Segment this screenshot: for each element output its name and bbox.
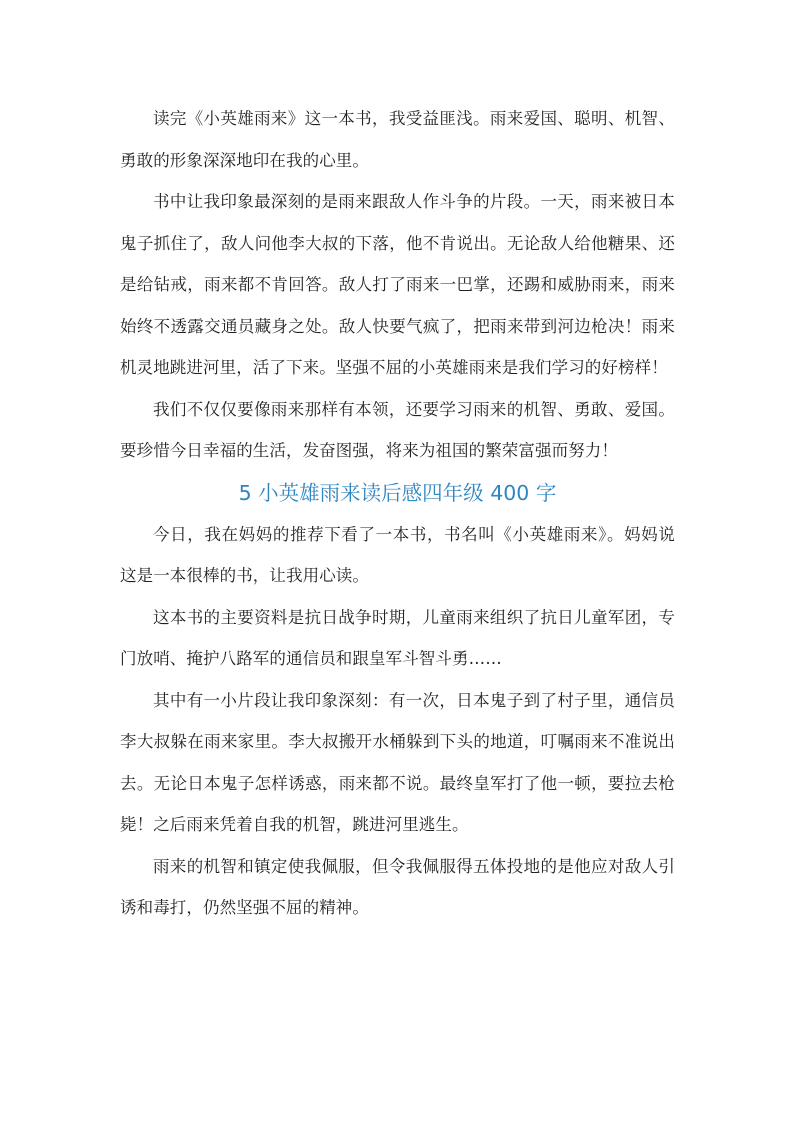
paragraph-memorable-scene: 书中让我印象最深刻的是雨来跟敌人作斗争的片段。一天，雨来被日本鬼子抓住了，敌人问他李大叔的下落，他不肯说出。无论敌人给他糖果、还是给钻戒，雨来都不肯回答。敌人打了雨来一巴掌，还踢和威胁雨来，雨来始终不透露交通员藏身之处。敌人快要气疯了，把雨来带到河边枪决！雨来机灵地跳进河里，活了下来。坚强不屈的小英雄雨来是我们学习的好榜样！ [120, 192, 675, 377]
paragraph-recommendation: 今日，我在妈妈的推荐下看了一本书，书名叫《小英雄雨来》。妈妈说这是一本很棒的书，让我用心读。 [120, 524, 675, 585]
paragraph-book-content: 这本书的主要资料是抗日战争时期，儿童雨来组织了抗日儿童军团，专门放哨、掩护八路军的通信员和跟皇军斗智斗勇…… [120, 607, 675, 668]
paragraph-conclusion: 我们不仅仅要像雨来那样有本领，还要学习雨来的机智、勇敢、爱国。要珍惜今日幸福的生活，发奋图强，将来为祖国的繁荣富强而努力！ [120, 399, 675, 460]
paragraph-intro: 读完《小英雄雨来》这一本书，我受益匪浅。雨来爱国、聪明、机智、勇敢的形象深深地印在我的心里。 [120, 109, 675, 170]
document-page [120, 98, 675, 929]
paragraph-admiration: 雨来的机智和镇定使我佩服，但令我佩服得五体投地的是他应对敌人引诱和毒打，仍然坚强不屈的精神。 [120, 856, 675, 917]
paragraph-impressive-episode: 其中有一小片段让我印象深刻：有一次，日本鬼子到了村子里，通信员李大叔躲在雨来家里。李大叔搬开水桶躲到下头的地道，叮嘱雨来不准说出去。无论日本鬼子怎样诱惑，雨来都不说。最终皇军打了他一顿，要拉去枪毙！之后雨来凭着自我的机智，跳进河里逃生。 [120, 690, 675, 834]
section-heading: 5 小英雄雨来读后感四年级 400 字 [238, 480, 557, 505]
